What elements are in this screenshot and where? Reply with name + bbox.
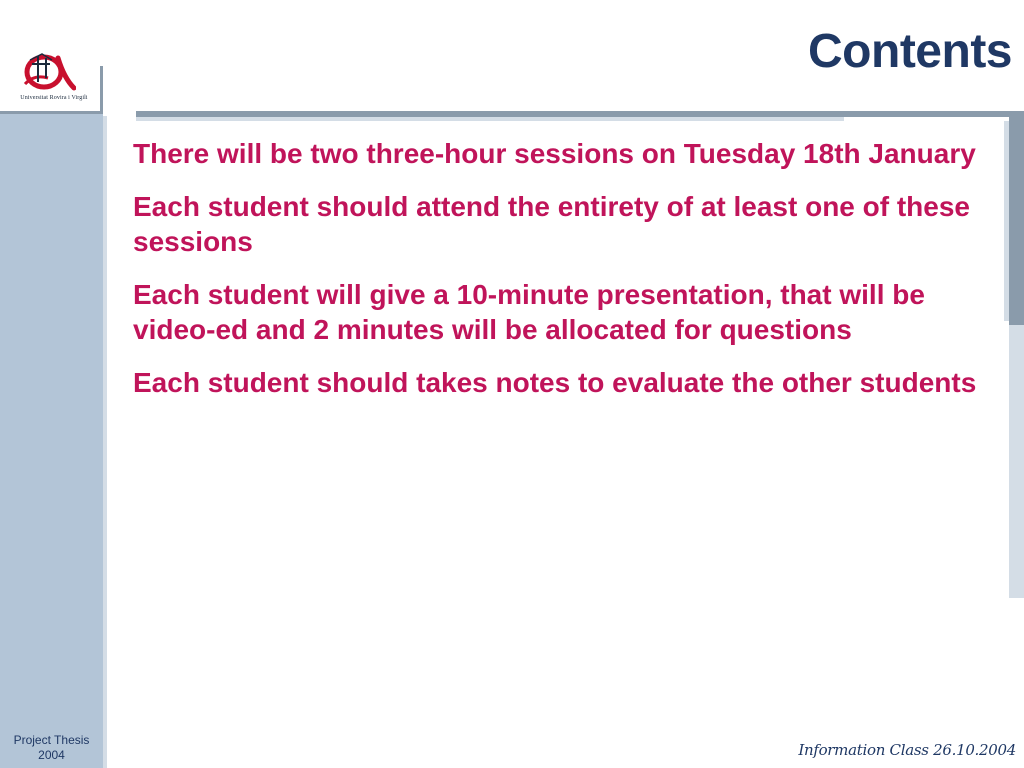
right-edge-bar	[1009, 117, 1024, 325]
logo-area	[0, 0, 103, 111]
footer-course	[0, 733, 103, 763]
slide-title: Contents	[808, 25, 1012, 78]
bullet-item: Each student should attend the entirety of at least one of these sessions	[133, 191, 971, 257]
sidebar	[0, 114, 103, 768]
bullet-item: There will be two three-hour sessions on Tuesday 18th January	[133, 138, 976, 169]
bullet-item: Each student will give a 10-minute presentation, that will be video-ed and 2 minutes will be allocated for questions	[133, 279, 925, 345]
title-rule-shadow	[136, 117, 844, 121]
logo-divider	[100, 66, 103, 114]
logo-caption: Universitat Rovira i Virgili	[20, 95, 88, 101]
bullet-item: Each student should takes notes to evaluate the other students	[133, 367, 977, 398]
footer-date: Information Class 26.10.2004	[798, 741, 1016, 759]
bullet-list	[133, 136, 983, 418]
right-edge-bar-light	[1009, 325, 1024, 598]
university-logo-icon	[20, 48, 76, 92]
footer-course-year: 2004	[38, 748, 65, 762]
sidebar-shadow	[103, 116, 107, 768]
footer-course-name: Project Thesis	[13, 733, 90, 747]
